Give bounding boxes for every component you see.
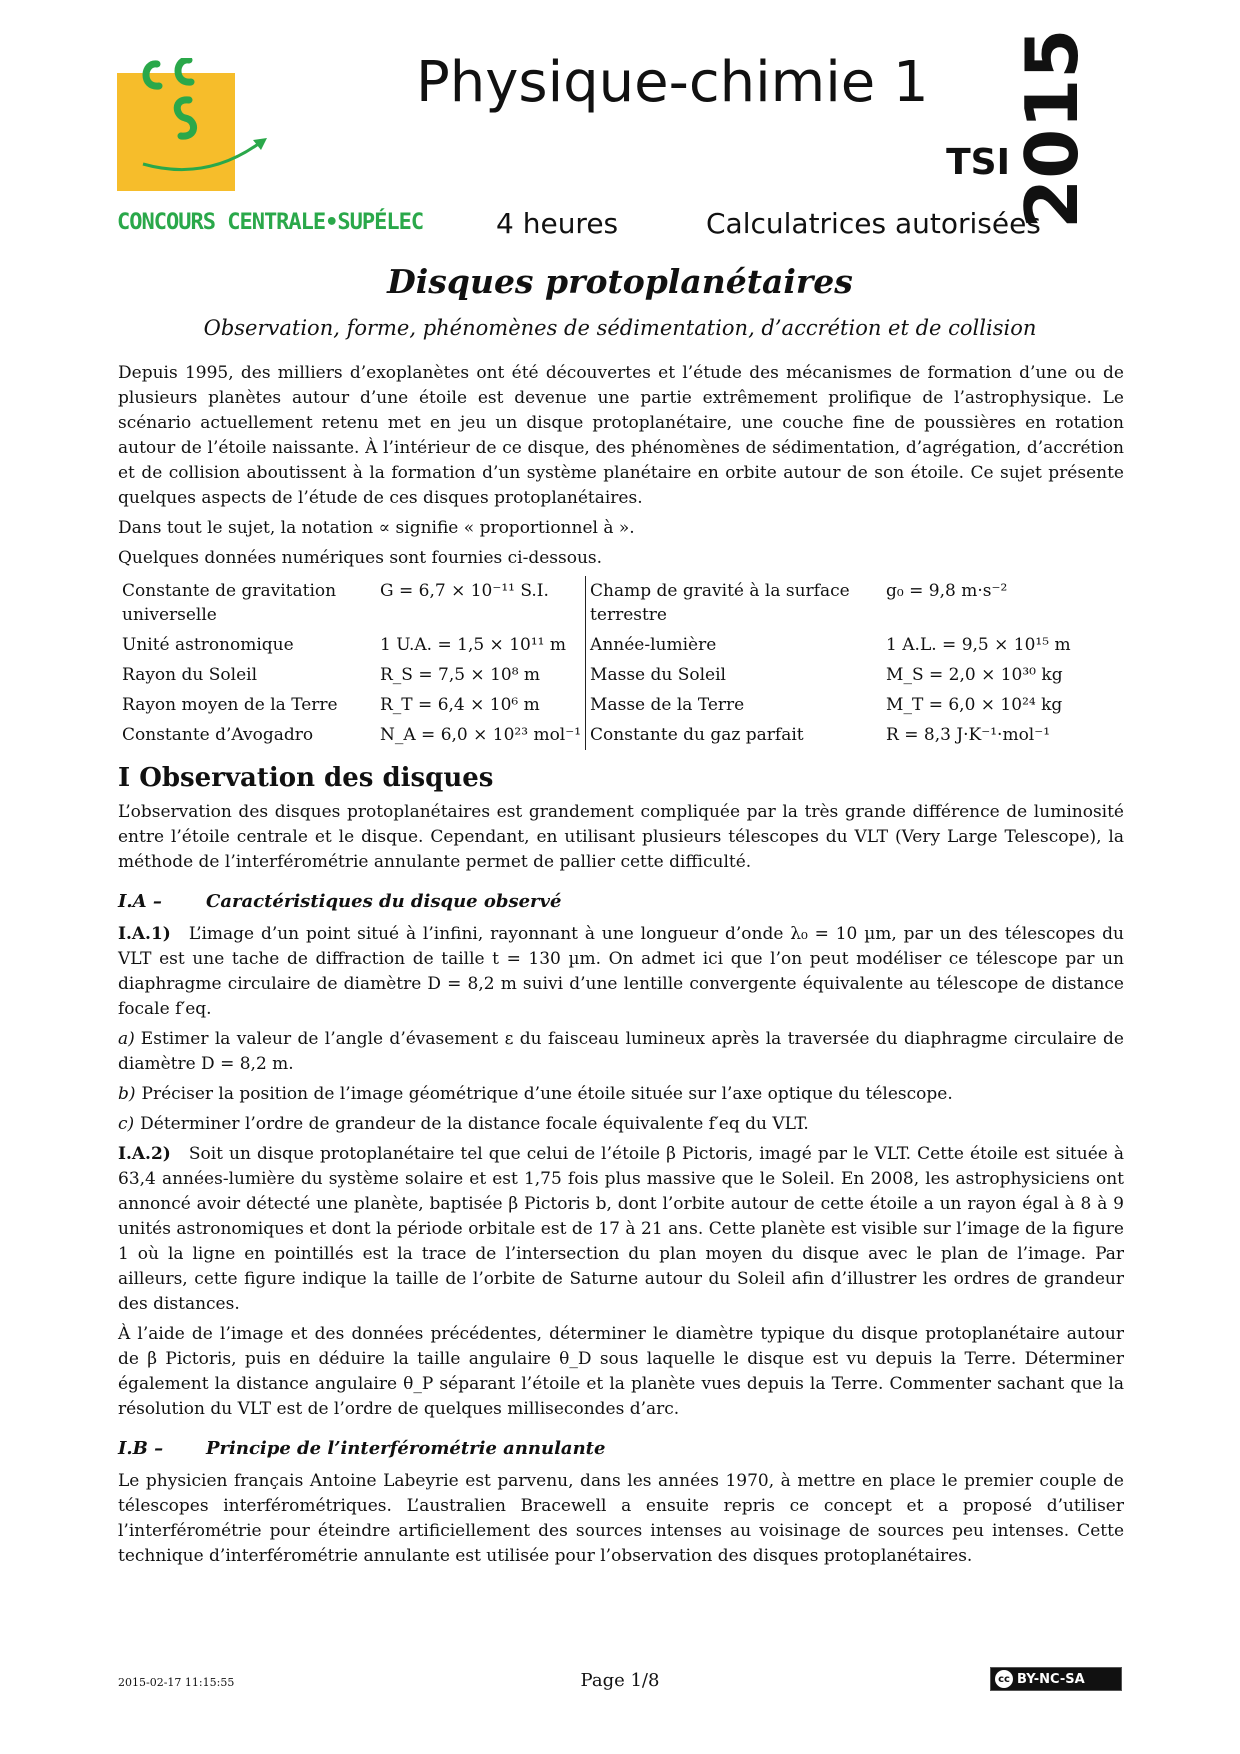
subsection-title: Principe de l’interférométrie annulante bbox=[206, 1438, 606, 1459]
page-number: Page 1/8 bbox=[580, 1670, 660, 1691]
constant-value: G = 6,7 × 10⁻¹¹ S.I. bbox=[380, 581, 549, 601]
constant-value: R_T = 6,4 × 10⁶ m bbox=[380, 695, 540, 715]
document-body bbox=[118, 361, 1124, 1574]
constant-value: g₀ = 9,8 m·s⁻² bbox=[886, 581, 1008, 601]
sub-question-label: c) bbox=[118, 1114, 135, 1134]
sub-question bbox=[118, 1082, 1124, 1107]
constant-label: Masse du Soleil bbox=[586, 660, 883, 690]
exam-title: Physique-chimie 1 bbox=[416, 50, 929, 115]
question-paragraph bbox=[118, 922, 1124, 1022]
subsection-number: I.B – bbox=[118, 1438, 164, 1459]
table-row bbox=[118, 660, 1124, 690]
sub-question-label: b) bbox=[118, 1084, 136, 1104]
table-row bbox=[118, 576, 1124, 630]
subsection-title: Caractéristiques du disque observé bbox=[206, 891, 562, 912]
exam-year: 2015 bbox=[1010, 28, 1094, 229]
sub-question bbox=[118, 1027, 1124, 1077]
constants-table bbox=[118, 576, 1124, 750]
constant-value: R = 8,3 J·K⁻¹·mol⁻¹ bbox=[886, 725, 1051, 745]
footer-timestamp: 2015-02-17 11:15:55 bbox=[118, 1676, 235, 1689]
constant-label: Rayon du Soleil bbox=[122, 665, 258, 685]
subsection-heading bbox=[118, 1436, 1124, 1461]
question-label: I.A.1) bbox=[118, 924, 171, 944]
question-text: L’image d’un point situé à l’infini, rayonnant à une longueur d’onde λ₀ = 10 µm, par un des télescopes du VLT est une tache de diffraction de taille t = 130 µm. On admet ici que l’on peut modéliser ce télescope par un diaphragme circulaire de diamètre D = 8,2 m suivi d’une lentille convergente équivalente au télescope de distance focale f′eq. bbox=[118, 924, 1124, 1019]
calculator-policy: Calculatrices autorisées bbox=[706, 207, 1041, 240]
question-paragraph: À l’aide de l’image et des données précédentes, déterminer le diamètre typique du disque protoplanétaire autour de β Pictoris, puis en déduire la taille angulaire θ_D sous laquelle le disque est vu depuis la Terre. Déterminer également la distance angulaire θ_P séparant l’étoile et la planète vues depuis la Terre. Commenter sachant que la résolution du VLT est de l’ordre de quelques millisecondes d’arc. bbox=[118, 1324, 1124, 1419]
sub-question-text: Déterminer l’ordre de grandeur de la distance focale équivalente f′eq du VLT. bbox=[140, 1114, 809, 1134]
constant-label: Constante de gravitation universelle bbox=[122, 581, 337, 625]
logo-text: CONCOURS CENTRALE•SUPÉLEC bbox=[117, 210, 424, 235]
section-intro: L’observation des disques protoplanétaires est grandement compliquée par la très grande différence de luminosité entre l’étoile centrale et le disque. Cependant, en utilisant plusieurs télescopes du VLT (Very Large Telescope), la méthode de l’interférométrie annulante permet de pallier cette difficulté. bbox=[118, 802, 1124, 872]
constant-label: Champ de gravité à la surface terrestre bbox=[586, 576, 883, 630]
question-label: I.A.2) bbox=[118, 1144, 171, 1164]
sub-question-text: Préciser la position de l’image géométrique d’une étoile située sur l’axe optique du télescope. bbox=[141, 1084, 953, 1104]
license-badge bbox=[990, 1667, 1122, 1691]
constant-value: M_T = 6,0 × 10²⁴ kg bbox=[886, 695, 1063, 715]
sub-question-label: a) bbox=[118, 1029, 135, 1049]
license-text: BY-NC-SA bbox=[1017, 1671, 1085, 1687]
creative-commons-icon: cc bbox=[995, 1670, 1013, 1688]
notation-paragraph: Dans tout le sujet, la notation ∝ signifie « proportionnel à ». bbox=[118, 518, 635, 538]
sub-question-text: Estimer la valeur de l’angle d’évasement ε du faisceau lumineux après la traversée du diaphragme circulaire de diamètre D = 8,2 m. bbox=[118, 1029, 1124, 1074]
subsection-number: I.A – bbox=[118, 891, 162, 912]
section-paragraph: Le physicien français Antoine Labeyrie est parvenu, dans les années 1970, à mettre en place le premier couple de télescopes interférométriques. L’australien Bracewell a ensuite repris ce concept et a proposé d’utiliser l’interférométrie pour éteindre artificiellement des sources intenses au voisinage de sources peu intenses. Cette technique d’interférométrie annulante est utilisée pour l’observation des disques protoplanétaires. bbox=[118, 1471, 1124, 1566]
constant-value: N_A = 6,0 × 10²³ mol⁻¹ bbox=[380, 725, 582, 745]
table-row bbox=[118, 690, 1124, 720]
sub-question bbox=[118, 1112, 1124, 1137]
constant-label: Constante du gaz parfait bbox=[586, 720, 883, 750]
constant-value: 1 A.L. = 9,5 × 10¹⁵ m bbox=[886, 635, 1071, 655]
table-row bbox=[118, 630, 1124, 660]
constant-label: Unité astronomique bbox=[122, 635, 294, 655]
constant-label: Constante d’Avogadro bbox=[122, 725, 314, 745]
intro-paragraph: Depuis 1995, des milliers d’exoplanètes ont été découvertes et l’étude des mécanismes de formation d’une ou de plusieurs planètes autour d’une étoile est devenue une partie extrêmement prolifique de l’astrophysique. Le scénario actuellement retenu met en jeu un disque protoplanétaire, une couche fine de poussières en rotation autour de l’étoile naissante. À l’intérieur de ce disque, des phénomènes de sédimentation, d’agrégation, d’accrétion et de collision aboutissent à la formation d’un système planétaire en orbite autour de son étoile. Ce sujet présente quelques aspects de l’étude de ces disques protoplanétaires. bbox=[118, 363, 1124, 508]
question-paragraph bbox=[118, 1142, 1124, 1317]
constant-label: Masse de la Terre bbox=[586, 690, 883, 720]
constant-label: Année-lumière bbox=[586, 630, 883, 660]
document-title: Disques protoplanétaires bbox=[387, 262, 853, 301]
section-title: I Observation des disques bbox=[118, 763, 494, 793]
question-text: Soit un disque protoplanétaire tel que celui de l’étoile β Pictoris, imagé par le VLT. Cette étoile est située à 63,4 années-lumière du système solaire et est 1,75 fois plus massive que le Soleil. En 2008, les astrophysiciens ont annoncé avoir détecté une planète, baptisée β Pictoris b, dont l’orbite autour de cette étoile a un rayon égal à 8 à 9 unités astronomiques et dont la période orbitale est de 17 à 21 ans. Cette planète est visible sur l’image de la figure 1 où la ligne en pointillés est la trace de l’intersection du plan moyen du disque avec le plan de l’image. Par ailleurs, cette figure indique la taille de l’orbite de Saturne autour du Soleil afin d’illustrer les ordres de grandeur des distances. bbox=[118, 1144, 1124, 1314]
constant-value: M_S = 2,0 × 10³⁰ kg bbox=[886, 665, 1063, 685]
filiere-label: TSI bbox=[946, 142, 1010, 183]
constant-value: R_S = 7,5 × 10⁸ m bbox=[380, 665, 541, 685]
constant-label: Rayon moyen de la Terre bbox=[122, 695, 338, 715]
exam-duration: 4 heures bbox=[496, 207, 619, 240]
document-subtitle: Observation, forme, phénomènes de sédimentation, d’accrétion et de collision bbox=[203, 316, 1037, 340]
table-row bbox=[118, 720, 1124, 750]
data-intro-paragraph: Quelques données numériques sont fournies ci-dessous. bbox=[118, 548, 603, 568]
constant-value: 1 U.A. = 1,5 × 10¹¹ m bbox=[380, 635, 566, 655]
subsection-heading bbox=[118, 889, 1124, 914]
